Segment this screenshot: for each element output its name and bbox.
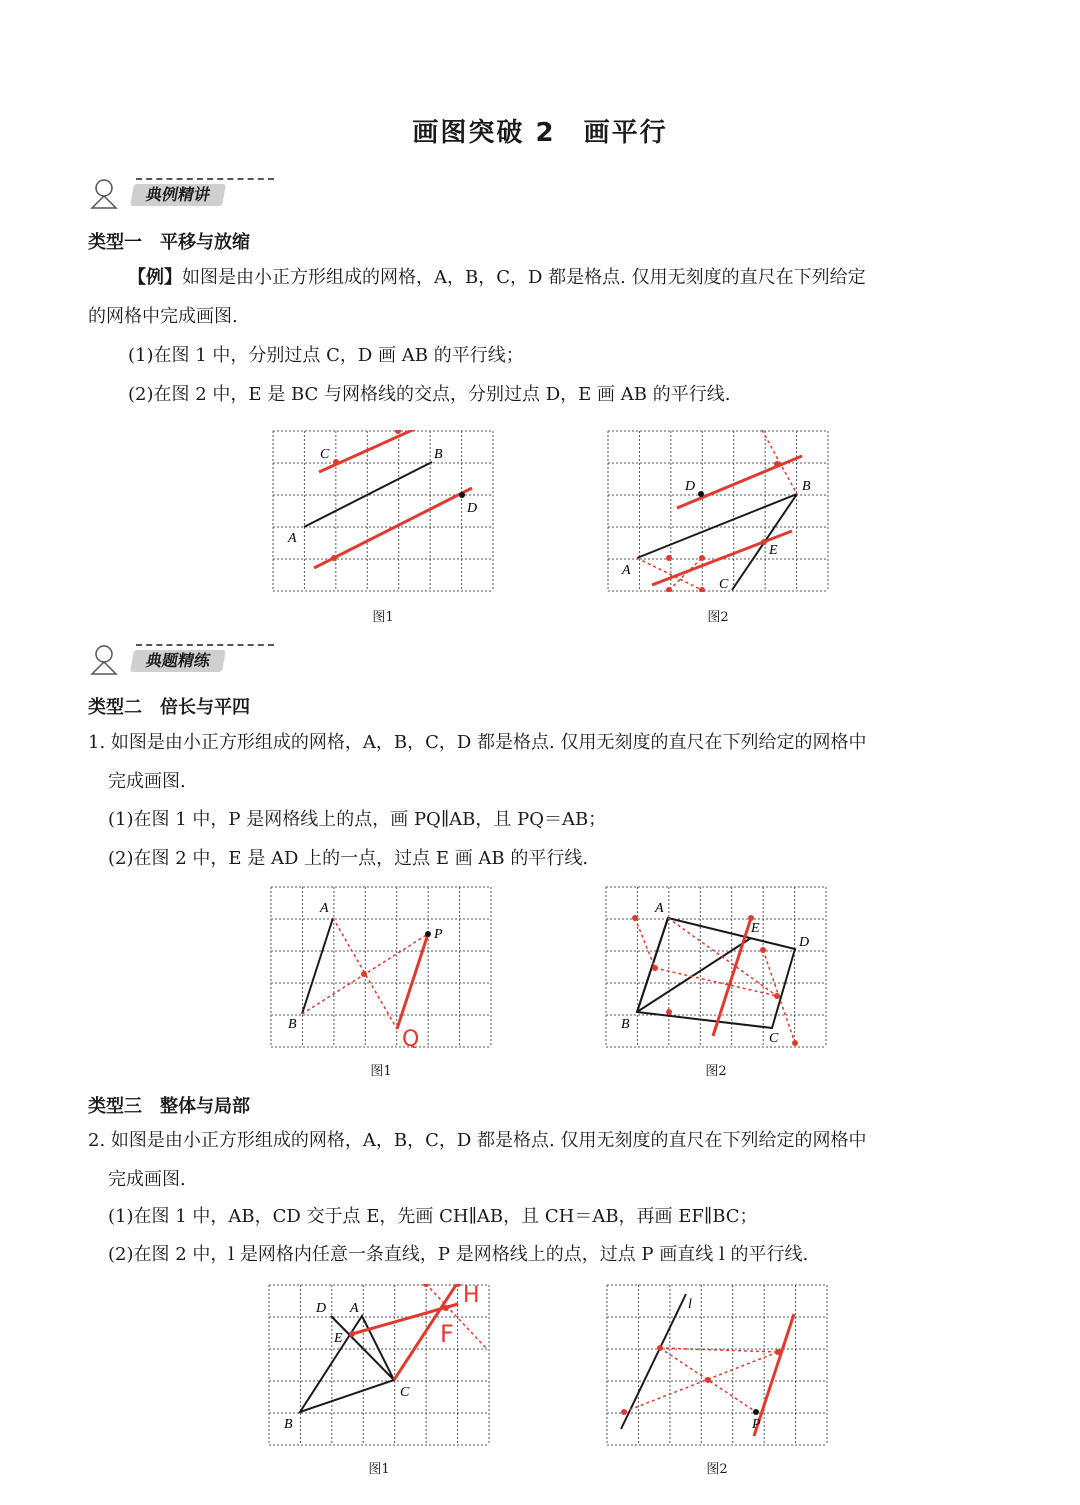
midpoint: [361, 971, 367, 977]
grid-point: [774, 461, 780, 467]
label-a: A: [320, 901, 329, 916]
label-c: C: [400, 1385, 410, 1400]
type2-figure-1: [270, 886, 492, 1048]
parallel-through-d: [314, 488, 472, 568]
label-l: l: [688, 1297, 692, 1312]
type2-q2: (2)在图 2 中，E 是 AD 上的一点，过点 E 画 AB 的平行线.: [108, 848, 589, 869]
type2-heading: 类型二 倍长与平四: [88, 697, 250, 718]
label-a: A: [288, 531, 297, 546]
example-banner: [88, 180, 268, 210]
label-b: B: [288, 1017, 297, 1032]
label-e: E: [769, 543, 778, 558]
type1-figure-1: [272, 430, 494, 592]
type3-problem: 2. 如图是由小正方形组成的网格，A，B，C，D 都是格点. 仅用无刻度的直尺在下列给定的网格中: [88, 1130, 867, 1151]
caption: 图2: [706, 1462, 728, 1477]
page-title: 画图突破 2 画平行: [412, 118, 668, 148]
type3-figure-2: [606, 1284, 828, 1446]
point-f: [443, 1305, 449, 1311]
label-a: A: [655, 901, 664, 916]
caption: 图1: [370, 1064, 392, 1079]
label-c: C: [320, 447, 330, 462]
handwritten-q: Q: [402, 1027, 420, 1048]
grid-point: [699, 587, 705, 592]
label-a: A: [350, 1301, 359, 1316]
point-e: [761, 539, 767, 545]
type3-q2: (2)在图 2 中，l 是网格内任意一条直线，P 是网格线上的点，过点 P 画直线 l 的平行线.: [108, 1244, 809, 1265]
label-e: E: [334, 1331, 343, 1346]
point-p: [753, 1409, 759, 1415]
label-b: B: [802, 479, 811, 494]
type1-q1: (1)在图 1 中，分别过点 C，D 画 AB 的平行线；: [128, 345, 524, 366]
mascot-icon: [88, 642, 124, 678]
label-a: A: [622, 563, 631, 578]
label-d: D: [467, 501, 478, 516]
grid-point: [699, 555, 705, 561]
caption: 图1: [372, 610, 394, 625]
label-d: D: [685, 479, 696, 494]
triangle-abc: [300, 1316, 394, 1412]
label-p: P: [752, 1417, 761, 1432]
label-d: D: [316, 1301, 327, 1316]
point-d: [459, 492, 465, 498]
caption: 图2: [707, 610, 729, 625]
type3-heading: 类型三 整体与局部: [88, 1096, 250, 1117]
example-tag: 【例】: [128, 267, 182, 288]
point-d: [698, 491, 704, 497]
label-b: B: [434, 447, 443, 462]
type1-heading: 类型一 平移与放缩: [88, 232, 250, 253]
point-c: [333, 459, 339, 465]
mascot-icon: [88, 176, 124, 212]
banner-label: 典题精练: [130, 650, 226, 672]
type3-figure-1: [268, 1284, 490, 1446]
banner-dash: [136, 644, 274, 646]
type1-q2: (2)在图 2 中，E 是 BC 与网格线的交点，分别过点 D，E 画 AB 的平行线.: [128, 384, 731, 405]
type1-figure-2: [607, 430, 829, 592]
handwritten-h: H: [463, 1284, 480, 1308]
caption: 图2: [705, 1064, 727, 1079]
point-e: [349, 1331, 355, 1337]
label-c: C: [719, 577, 729, 592]
label-b: B: [284, 1417, 293, 1432]
parallel-through-c: [319, 430, 417, 472]
type2-q1: (1)在图 1 中，P 是网格线上的点，画 PQ∥AB，且 PQ＝AB；: [108, 809, 607, 830]
handwritten-f: F: [440, 1320, 454, 1348]
segment-ab: [302, 918, 333, 1014]
banner-label: 典例精讲: [130, 184, 226, 206]
caption: 图1: [368, 1462, 390, 1477]
example-text-2: 的网格中完成画图.: [88, 306, 238, 327]
point-p: [425, 931, 431, 937]
grid-point: [395, 430, 401, 434]
practice-banner: [88, 646, 268, 676]
type2-problem-2: 完成画图.: [108, 771, 186, 792]
label-b: B: [621, 1017, 630, 1032]
type3-problem-2: 完成画图.: [108, 1169, 186, 1190]
grid-point: [666, 555, 672, 561]
label-c: C: [769, 1031, 779, 1046]
label-e: E: [751, 921, 760, 936]
label-d: D: [799, 935, 810, 950]
example-text: 【例】如图是由小正方形组成的网格，A，B，C，D 都是格点. 仅用无刻度的直尺在下列给定: [128, 267, 866, 288]
banner-dash: [136, 178, 274, 180]
label-p: P: [434, 927, 443, 942]
type3-q1: (1)在图 1 中，AB，CD 交于点 E，先画 CH∥AB，且 CH＝AB，再画 EF∥BC；: [108, 1206, 758, 1227]
type2-problem: 1. 如图是由小正方形组成的网格，A，B，C，D 都是格点. 仅用无刻度的直尺在下列给定的网格中: [88, 732, 867, 753]
grid-point: [331, 555, 337, 561]
type2-figure-2: [605, 886, 827, 1048]
